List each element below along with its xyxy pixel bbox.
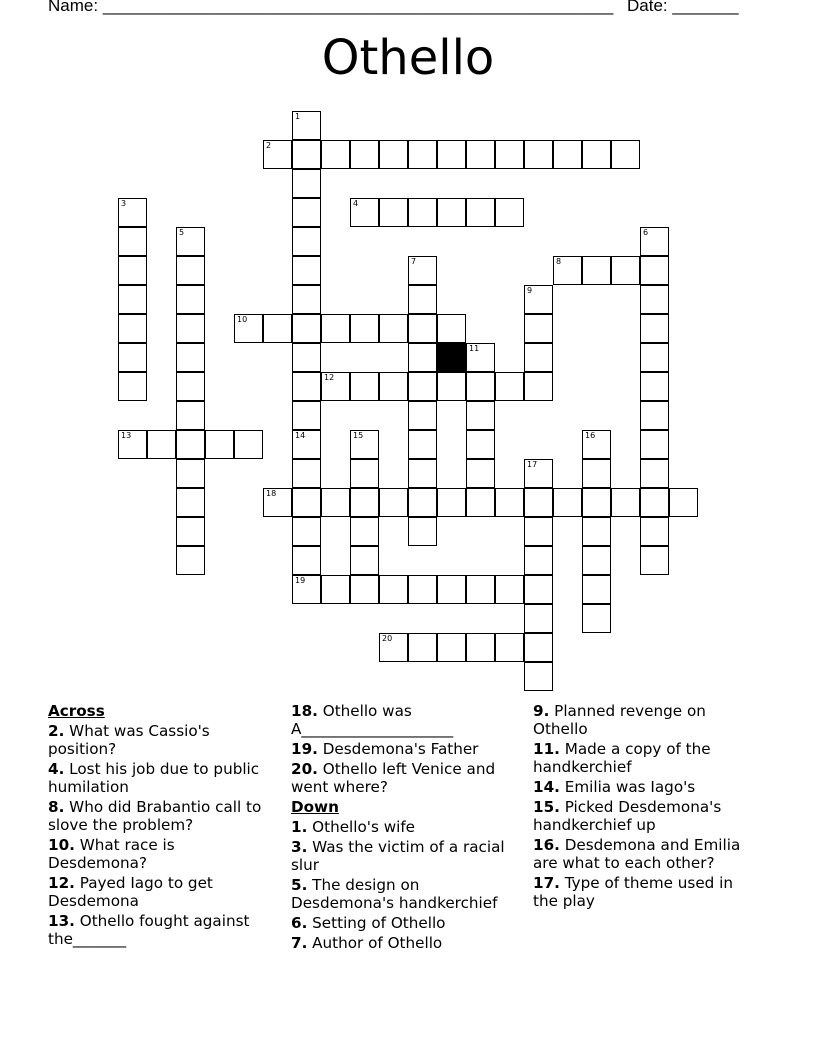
grid-cell[interactable] <box>524 604 553 633</box>
grid-cell[interactable] <box>292 372 321 401</box>
grid-cell[interactable] <box>582 459 611 488</box>
grid-cell[interactable] <box>118 430 147 459</box>
clue-text: Type of theme used in the play <box>533 874 733 910</box>
grid-cell[interactable] <box>640 430 669 459</box>
clue-text: Desdemona and Emilia are what to each other? <box>533 836 741 872</box>
grid-cell[interactable] <box>553 140 582 169</box>
clue-text: Made a copy of the handkerchief <box>533 740 711 776</box>
clue-number-label: 13 <box>121 431 132 440</box>
grid-cell[interactable] <box>640 401 669 430</box>
grid-cell[interactable] <box>611 140 640 169</box>
clue-number: 8. <box>48 798 65 816</box>
clue-item <box>48 912 270 948</box>
clue-text: Othello fought against the_______ <box>48 912 250 948</box>
grid-cell[interactable] <box>582 575 611 604</box>
grid-cell[interactable] <box>640 343 669 372</box>
grid-cell[interactable] <box>640 285 669 314</box>
grid-cell[interactable] <box>292 256 321 285</box>
grid-cell[interactable] <box>640 372 669 401</box>
clue-number-label: 17 <box>527 460 538 469</box>
grid-cell[interactable] <box>640 517 669 546</box>
grid-cell[interactable] <box>379 575 408 604</box>
grid-cell[interactable] <box>408 488 437 517</box>
grid-cell[interactable] <box>582 517 611 546</box>
grid-cell[interactable] <box>408 517 437 546</box>
name-label: Name: <box>48 0 99 15</box>
grid-cell[interactable] <box>176 459 205 488</box>
clue-item <box>291 838 513 874</box>
grid-cell[interactable] <box>582 488 611 517</box>
grid-cell[interactable] <box>437 140 466 169</box>
grid-cell[interactable] <box>408 430 437 459</box>
grid-cell[interactable] <box>553 488 582 517</box>
grid-cell[interactable] <box>640 227 669 256</box>
clue-number: 6. <box>291 914 308 932</box>
grid-cell[interactable] <box>408 285 437 314</box>
grid-cell[interactable] <box>292 430 321 459</box>
grid-cell[interactable] <box>176 546 205 575</box>
clue-text: Planned revenge on Othello <box>533 702 706 738</box>
clue-number: 11. <box>533 740 560 758</box>
clue-number-label: 10 <box>237 315 248 324</box>
clue-item <box>48 874 270 910</box>
clue-text: The design on Desdemona's handkerchief <box>291 876 498 912</box>
grid-cell[interactable] <box>495 372 524 401</box>
grid-cell[interactable] <box>408 314 437 343</box>
grid-cell[interactable] <box>263 314 292 343</box>
grid-cell[interactable] <box>292 575 321 604</box>
grid-cell[interactable] <box>379 488 408 517</box>
clue-number: 13. <box>48 912 75 930</box>
clue-number: 4. <box>48 760 65 778</box>
clue-number-label: 4 <box>353 199 359 208</box>
grid-cell[interactable] <box>495 140 524 169</box>
grid-cell[interactable] <box>176 517 205 546</box>
grid-cell[interactable] <box>466 575 495 604</box>
clue-item <box>291 818 513 836</box>
clue-number: 5. <box>291 876 308 894</box>
grid-cell[interactable] <box>466 488 495 517</box>
grid-cell[interactable] <box>524 372 553 401</box>
grid-cell[interactable] <box>524 459 553 488</box>
grid-cell[interactable] <box>118 198 147 227</box>
clue-number-label: 9 <box>527 286 533 295</box>
grid-cell[interactable] <box>466 401 495 430</box>
grid-cell[interactable] <box>524 575 553 604</box>
grid-cell[interactable] <box>466 633 495 662</box>
clue-number: 14. <box>533 778 560 796</box>
clue-number-label: 3 <box>121 199 127 208</box>
grid-cell[interactable] <box>437 488 466 517</box>
grid-cell[interactable] <box>379 198 408 227</box>
clue-section-heading: Down <box>291 798 339 816</box>
grid-cell[interactable] <box>524 285 553 314</box>
grid-cell[interactable] <box>495 575 524 604</box>
grid-cell[interactable] <box>379 372 408 401</box>
grid-cell[interactable] <box>582 546 611 575</box>
clue-number: 10. <box>48 836 75 854</box>
clue-item <box>291 702 513 738</box>
grid-cell[interactable] <box>408 198 437 227</box>
grid-cell[interactable] <box>408 140 437 169</box>
clue-number: 18. <box>291 702 318 720</box>
grid-cell[interactable] <box>437 314 466 343</box>
clue-item <box>48 836 270 872</box>
grid-cell[interactable] <box>292 314 321 343</box>
grid-cell[interactable] <box>147 430 176 459</box>
grid-cell[interactable] <box>321 314 350 343</box>
clue-item <box>291 740 513 758</box>
grid-cell[interactable] <box>379 633 408 662</box>
grid-cell[interactable] <box>176 401 205 430</box>
clue-item <box>533 874 755 910</box>
grid-cell[interactable] <box>466 343 495 372</box>
grid-cell[interactable] <box>437 198 466 227</box>
grid-cell[interactable] <box>292 111 321 140</box>
clue-item <box>291 876 513 912</box>
clue-text: Author of Othello <box>312 934 443 952</box>
grid-cell[interactable] <box>495 633 524 662</box>
grid-cell[interactable] <box>118 372 147 401</box>
clue-section-heading: Across <box>48 702 105 720</box>
clue-text: Lost his job due to public humilation <box>48 760 260 796</box>
grid-cell[interactable] <box>292 401 321 430</box>
grid-cell[interactable] <box>350 575 379 604</box>
grid-cell[interactable] <box>350 140 379 169</box>
clue-number-label: 1 <box>295 112 301 121</box>
clue-number-label: 11 <box>469 344 480 353</box>
grid-cell[interactable] <box>350 314 379 343</box>
grid-cell[interactable] <box>321 140 350 169</box>
clue-text: Othello's wife <box>312 818 416 836</box>
clue-number: 9. <box>533 702 550 720</box>
clue-number-label: 18 <box>266 489 277 498</box>
grid-cell[interactable] <box>118 285 147 314</box>
clue-number-label: 14 <box>295 431 306 440</box>
clue-number-label: 6 <box>643 228 649 237</box>
clue-number: 2. <box>48 722 65 740</box>
clue-item <box>291 934 513 952</box>
grid-cell[interactable] <box>553 256 582 285</box>
clue-number-label: 2 <box>266 141 272 150</box>
clue-number-label: 5 <box>179 228 185 237</box>
grid-cell[interactable] <box>524 633 553 662</box>
grid-cell[interactable] <box>350 459 379 488</box>
clue-number: 17. <box>533 874 560 892</box>
clue-text: Othello left Venice and went where? <box>291 760 496 796</box>
grid-cell[interactable] <box>524 517 553 546</box>
grid-cell[interactable] <box>321 488 350 517</box>
clue-text: Picked Desdemona's handkerchief up <box>533 798 722 834</box>
date-blank[interactable]: _______ <box>672 0 739 15</box>
page-title: Othello <box>321 30 495 86</box>
grid-cell[interactable] <box>292 546 321 575</box>
grid-cell[interactable] <box>263 140 292 169</box>
grid-cell[interactable] <box>350 372 379 401</box>
grid-cell[interactable] <box>292 285 321 314</box>
clue-number: 15. <box>533 798 560 816</box>
clue-item <box>533 798 755 834</box>
grid-cell[interactable] <box>176 372 205 401</box>
grid-cell[interactable] <box>582 430 611 459</box>
clue-item <box>533 836 755 872</box>
grid-cell[interactable] <box>176 488 205 517</box>
clue-text: What race is Desdemona? <box>48 836 175 872</box>
grid-cell[interactable] <box>437 575 466 604</box>
clue-text: Setting of Othello <box>312 914 446 932</box>
grid-cell[interactable] <box>118 314 147 343</box>
grid-cell[interactable] <box>640 314 669 343</box>
grid-cell[interactable] <box>524 314 553 343</box>
grid-cell[interactable] <box>437 372 466 401</box>
grid-cell[interactable] <box>582 140 611 169</box>
grid-cell[interactable] <box>466 198 495 227</box>
grid-cell[interactable] <box>176 343 205 372</box>
clue-text: Emilia was Iago's <box>564 778 696 796</box>
grid-cell[interactable] <box>292 140 321 169</box>
grid-cell[interactable] <box>640 546 669 575</box>
grid-cell[interactable] <box>466 372 495 401</box>
clue-item <box>533 702 755 738</box>
grid-cell[interactable] <box>176 256 205 285</box>
clue-number-label: 12 <box>324 373 335 382</box>
clue-number-label: 8 <box>556 257 562 266</box>
grid-cell[interactable] <box>350 517 379 546</box>
grid-cell[interactable] <box>582 604 611 633</box>
clue-item <box>48 798 270 834</box>
clue-item <box>533 740 755 776</box>
grid-cell[interactable] <box>234 430 263 459</box>
grid-cell[interactable] <box>379 314 408 343</box>
grid-cell[interactable] <box>321 372 350 401</box>
grid-cell[interactable] <box>292 227 321 256</box>
clues-column-3 <box>533 702 755 912</box>
grid-cell[interactable] <box>118 227 147 256</box>
grid-cell[interactable] <box>292 459 321 488</box>
grid-cell[interactable] <box>524 488 553 517</box>
clue-item <box>48 760 270 796</box>
grid-cell[interactable] <box>176 314 205 343</box>
clue-item <box>291 914 513 932</box>
grid-cell[interactable] <box>408 343 437 372</box>
grid-black-cell <box>437 343 466 372</box>
clue-number-label: 7 <box>411 257 417 266</box>
name-blank[interactable]: ______________________________________________________ <box>102 0 614 15</box>
clue-text: Payed Iago to get Desdemona <box>48 874 213 910</box>
date-label: Date: <box>627 0 668 15</box>
clue-item <box>291 760 513 796</box>
grid-cell[interactable] <box>292 198 321 227</box>
grid-cell[interactable] <box>176 285 205 314</box>
grid-cell[interactable] <box>176 430 205 459</box>
grid-cell[interactable] <box>379 140 408 169</box>
grid-cell[interactable] <box>408 256 437 285</box>
grid-cell[interactable] <box>466 459 495 488</box>
grid-cell[interactable] <box>466 430 495 459</box>
clue-text: Was the victim of a racial slur <box>291 838 505 874</box>
grid-cell[interactable] <box>118 256 147 285</box>
grid-cell[interactable] <box>350 198 379 227</box>
clues-column-2 <box>291 702 513 954</box>
grid-cell[interactable] <box>350 546 379 575</box>
grid-cell[interactable] <box>437 633 466 662</box>
clue-item <box>48 722 270 758</box>
grid-cell[interactable] <box>611 488 640 517</box>
clue-number: 1. <box>291 818 308 836</box>
grid-cell[interactable] <box>205 430 234 459</box>
grid-cell[interactable] <box>524 546 553 575</box>
clue-number: 12. <box>48 874 75 892</box>
grid-cell[interactable] <box>263 488 292 517</box>
grid-cell[interactable] <box>408 401 437 430</box>
grid-cell[interactable] <box>582 256 611 285</box>
grid-cell[interactable] <box>408 633 437 662</box>
clue-item <box>533 778 755 796</box>
clue-text: Othello was A____________________ <box>291 702 454 738</box>
clue-number: 3. <box>291 838 308 856</box>
grid-cell[interactable] <box>524 140 553 169</box>
grid-cell[interactable] <box>524 343 553 372</box>
grid-cell[interactable] <box>292 517 321 546</box>
grid-cell[interactable] <box>350 430 379 459</box>
grid-cell[interactable] <box>466 140 495 169</box>
clue-text: Who did Brabantio call to slove the problem? <box>48 798 262 834</box>
clue-number: 20. <box>291 760 318 778</box>
grid-cell[interactable] <box>611 256 640 285</box>
grid-cell[interactable] <box>292 169 321 198</box>
grid-cell[interactable] <box>292 488 321 517</box>
grid-cell[interactable] <box>524 662 553 691</box>
clue-text: What was Cassio's position? <box>48 722 210 758</box>
clue-number-label: 15 <box>353 431 364 440</box>
grid-cell[interactable] <box>640 488 669 517</box>
grid-cell[interactable] <box>640 256 669 285</box>
grid-cell[interactable] <box>292 343 321 372</box>
clue-number-label: 19 <box>295 576 306 585</box>
grid-cell[interactable] <box>321 575 350 604</box>
grid-cell[interactable] <box>118 343 147 372</box>
clue-number: 19. <box>291 740 318 758</box>
grid-cell[interactable] <box>495 488 524 517</box>
clue-number: 16. <box>533 836 560 854</box>
clue-number-label: 20 <box>382 634 393 643</box>
grid-cell[interactable] <box>408 575 437 604</box>
clue-text: Desdemona's Father <box>322 740 479 758</box>
grid-cell[interactable] <box>234 314 263 343</box>
clues-column-1 <box>48 702 270 950</box>
grid-cell[interactable] <box>640 459 669 488</box>
clue-number: 7. <box>291 934 308 952</box>
clue-number-label: 16 <box>585 431 596 440</box>
grid-cell[interactable] <box>176 227 205 256</box>
grid-cell[interactable] <box>408 372 437 401</box>
grid-cell[interactable] <box>408 459 437 488</box>
grid-cell[interactable] <box>350 488 379 517</box>
grid-cell[interactable] <box>495 198 524 227</box>
grid-cell[interactable] <box>669 488 698 517</box>
